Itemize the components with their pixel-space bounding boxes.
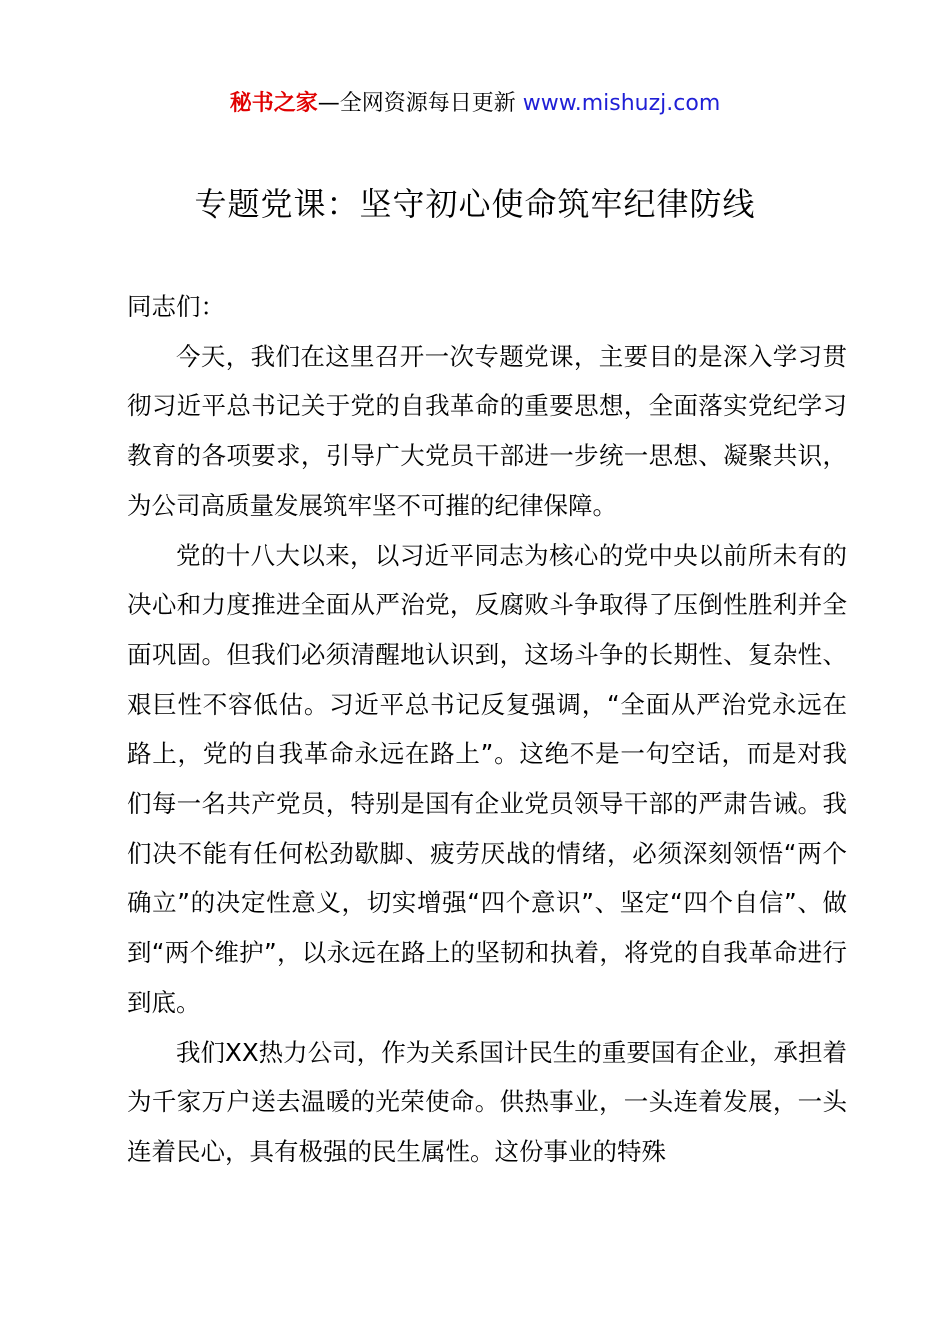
header-tagline: —全网资源每日更新 bbox=[317, 91, 516, 116]
paragraph-1: 今天，我们在这里召开一次专题党课，主要目的是深入学习贯彻习近平总书记关于党的自我革命的重要思想，全面落实党纪学习教育的各项要求，引导广大党员干部进一步统一思想、凝聚共识，为公司高质量发展筑牢坚不可摧的纪律保障。 bbox=[127, 341, 847, 520]
paragraph-2: 党的十八大以来，以习近平同志为核心的党中央以前所未有的决心和力度推进全面从严治党，反腐败斗争取得了压倒性胜利并全面巩固。但我们必须清醒地认识到，这场斗争的长期性、复杂性、艰巨性不容低估。习近平总书记反复强调，“全面从严治党永远在路上，党的自我革命永远在路上”。这绝不是一句空话，而是对我们每一名共产党员，特别是国有企业党员领导干部的严肃告诫。我们决不能有任何松劲歇脚、疲劳厌战的情绪，必须深刻领悟“两个确立”的决定性意义，切实增强“四个意识”、坚定“四个自信”、做到“两个维护”，以永远在路上的坚韧和执着，将党的自我革命进行到底。 bbox=[127, 540, 847, 1017]
paragraph-3: 我们XX热力公司，作为关系国计民生的重要国有企业，承担着为千家万户送去温暖的光荣使命。供热事业，一头连着发展，一头连着民心，具有极强的民生属性。这份事业的特殊 bbox=[127, 1037, 847, 1166]
site-url-link[interactable]: www.mishuzj.com bbox=[522, 91, 721, 116]
salutation: 同志们： bbox=[127, 292, 225, 321]
document-title: 专题党课：坚守初心使命筑牢纪律防线 bbox=[194, 185, 756, 223]
brand-name: 秘书之家 bbox=[229, 91, 318, 116]
document-body bbox=[127, 282, 847, 1177]
site-header bbox=[0, 88, 950, 120]
